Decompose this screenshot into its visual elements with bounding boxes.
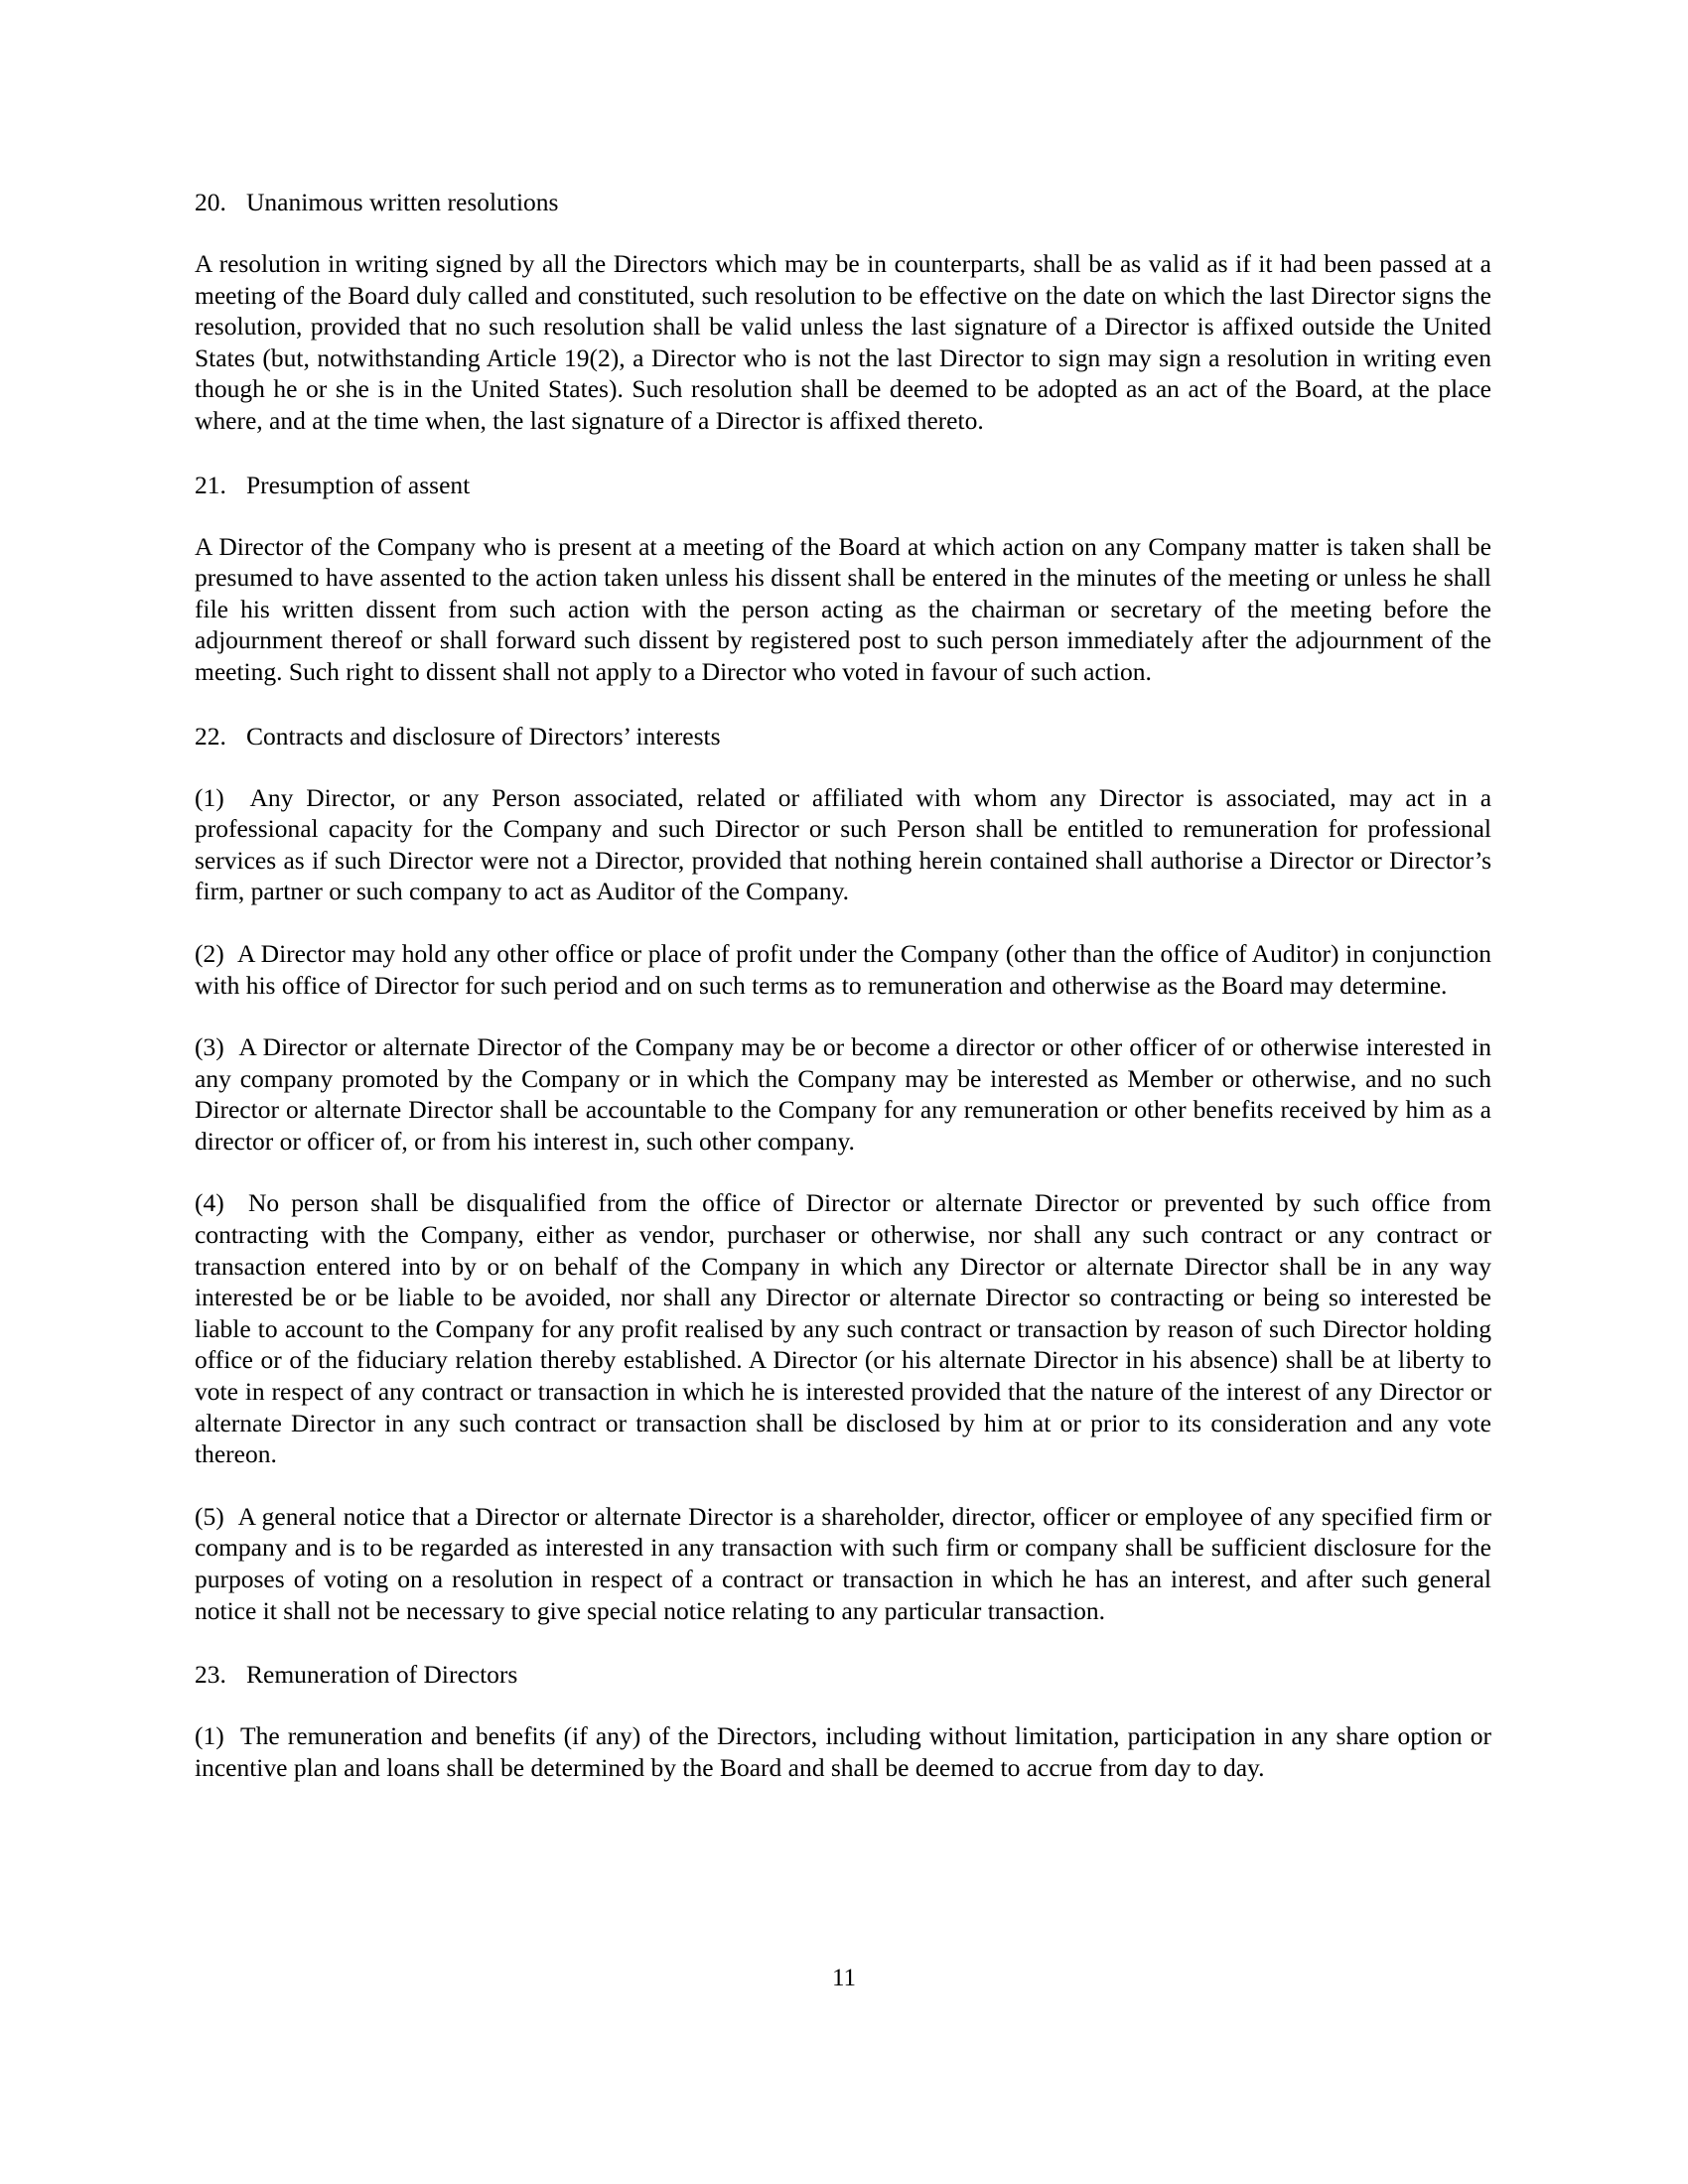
spacer xyxy=(195,688,1491,721)
paragraph-22-5 xyxy=(195,1501,1491,1626)
spacer xyxy=(195,1157,1491,1187)
spacer xyxy=(195,1001,1491,1031)
paragraph-label-22-2: (2) xyxy=(195,938,224,968)
paragraph-20-1: A resolution in writing signed by all the Directors which may be in counterparts, shall be as valid as if it had been passed at a meeting of the Board duly called and constituted, such resolution to be effective on the date on which the last Director signs the resolution, provided that no such resolution shall be valid unless the last signature of a Director is affixed outside the United States (but, notwithstanding Article 19(2), a Director who is not the last Director to sign may sign a resolution in writing even though he or she is in the United States). Such resolution shall be deemed to be adopted as an act of the Board, at the place where, and at the time when, the last signature of a Director is affixed thereto. xyxy=(195,249,1491,435)
section-number-21: 21. xyxy=(195,470,226,499)
section-title-21: Presumption of assent xyxy=(246,470,471,499)
section-heading-20 xyxy=(195,187,1491,217)
spacer xyxy=(195,437,1491,470)
paragraph-23-1 xyxy=(195,1720,1491,1783)
spacer xyxy=(195,1626,1491,1659)
paragraph-label-22-3: (3) xyxy=(195,1032,224,1062)
paragraph-text-22-3: A Director or alternate Director of the Company may be or become a director or other officer of or otherwise interested in any company promoted by the Company or in which the Company may be interested as Member or otherwise, and no such Director or alternate Director shall be accountable to the Company for any remuneration or other benefits received by him as a director or officer of, or from his interest in, such other company. xyxy=(195,1032,1491,1156)
section-title-20: Unanimous written resolutions xyxy=(246,188,559,216)
paragraph-text-22-5: A general notice that a Director or alternate Director is a shareholder, director, officer or employee of any specified firm or company and is to be regarded as interested in any transaction with such firm or company shall be sufficient disclosure for the purposes of voting on a resolution in respect of a contract or transaction in which he has an interest, and after such general notice it shall not be necessary to give special notice relating to any particular transaction. xyxy=(195,1501,1492,1625)
section-heading-21 xyxy=(195,470,1491,500)
paragraph-21-1: A Director of the Company who is present at a meeting of the Board at which action on any Company matter is taken shall be presumed to have assented to the action taken unless his dissent shall be entered in the minutes of the meeting or unless he shall file his written dissent from such action with the person acting as the chairman or secretary of the meeting before the adjournment thereof or shall forward such dissent by registered post to such person immediately after the adjournment of the meeting. Such right to dissent shall not apply to a Director who voted in favour of such action. xyxy=(195,531,1491,686)
paragraph-text-22-2: A Director may hold any other office or place of profit under the Company (other than the office of Auditor) in conjunction with his office of Director for such period and on such terms as to remuneration and otherwise as the Board may determine. xyxy=(195,938,1491,1000)
paragraph-text-22-1: Any Director, or any Person associated, related or affiliated with whom any Director is associated, may act in a professional capacity for the Company and such Director or such Person shall be entitled to remuneration for professional services as if such Director were not a Director, provided that nothing herein contained shall authorise a Director or Director’s firm, partner or such company to act as Auditor of the Company. xyxy=(195,782,1492,906)
section-heading-22 xyxy=(195,721,1491,751)
spacer xyxy=(195,907,1491,938)
spacer xyxy=(195,1690,1491,1720)
paragraph-22-4 xyxy=(195,1187,1491,1469)
section-heading-23 xyxy=(195,1659,1491,1690)
paragraph-text-23-1: The remuneration and benefits (if any) of the Directors, including without limitation, participation in any share option or incentive plan and loans shall be determined by the Board and shall be deemed to accrue from day to day. xyxy=(195,1721,1492,1782)
section-title-23: Remuneration of Directors xyxy=(246,1660,518,1690)
paragraph-22-2 xyxy=(195,938,1491,1001)
paragraph-22-3 xyxy=(195,1031,1491,1157)
section-number-20: 20. xyxy=(195,188,226,216)
spacer xyxy=(195,500,1491,531)
spacer xyxy=(195,1470,1491,1501)
spacer xyxy=(195,751,1491,782)
spacer xyxy=(195,217,1491,248)
page-number: 11 xyxy=(831,1965,857,1991)
section-number-23: 23. xyxy=(195,1660,226,1690)
paragraph-22-1 xyxy=(195,782,1491,907)
section-title-22: Contracts and disclosure of Directors’ interests xyxy=(246,721,721,751)
page-content xyxy=(195,187,1491,1783)
paragraph-label-22-1: (1) xyxy=(195,782,224,812)
paragraph-label-23-1: (1) xyxy=(195,1721,224,1751)
paragraph-label-22-5: (5) xyxy=(195,1501,224,1531)
section-number-22: 22. xyxy=(195,721,226,751)
page-number-footer xyxy=(0,1964,1688,1993)
paragraph-label-22-4: (4) xyxy=(195,1188,224,1218)
paragraph-text-22-4: No person shall be disqualified from the office of Director or alternate Director or prevented by such office from contracting with the Company, either as vendor, purchaser or otherwise, nor shall any such contract or any contract or transaction entered into by or on behalf of the Company in which any Director or alternate Director shall be in any way interested be or be liable to be avoided, nor shall any Director or alternate Director so contracting or being so interested be liable to account to the Company for any profit realised by any such contract or transaction by reason of such Director holding office or of the fiduciary relation thereby established. A Director (or his alternate Director in his absence) shall be at liberty to vote in respect of any contract or transaction in which he is interested provided that the nature of the interest of any Director or alternate Director in any such contract or transaction shall be disclosed by him at or prior to its consideration and any vote thereon. xyxy=(195,1188,1491,1469)
